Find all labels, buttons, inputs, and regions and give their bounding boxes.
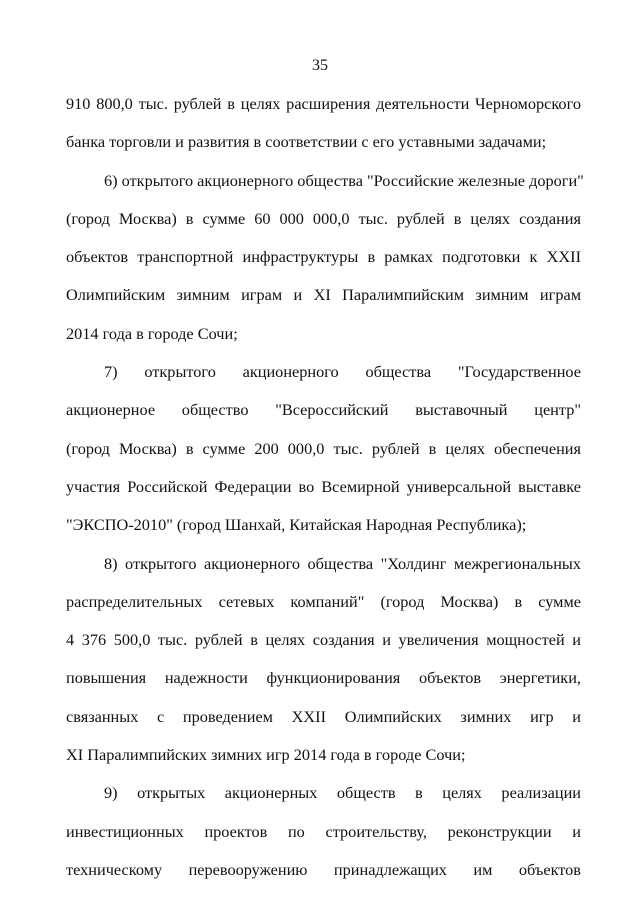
text-line: 8) открытого акционерного общества "Холдинг межрегиональных xyxy=(104,553,581,573)
text-line: (город Москва) в сумме 200 000,0 тыс. рублей в целях обеспечения xyxy=(66,438,581,458)
text-line: XI Паралимпийских зимних игр 2014 года в городе Сочи; xyxy=(66,745,466,765)
text-line: банка торговли и развития в соответствии с его уставными задачами; xyxy=(66,132,547,152)
text-line: инвестиционных проектов по строительству, реконструкции и xyxy=(66,821,581,841)
text-line: объектов транспортной инфраструктуры в рамках подготовки к XXII xyxy=(66,247,581,267)
text-line: 6) открытого акционерного общества "Российские железные дороги" xyxy=(104,170,584,190)
text-line: 2014 года в городе Сочи; xyxy=(66,323,238,343)
text-line: акционерное общество "Всероссийский выставочный центр" xyxy=(66,400,581,420)
text-line: Олимпийским зимним играм и XI Паралимпийским зимним играм xyxy=(66,285,581,305)
text-line: распределительных сетевых компаний" (город Москва) в сумме xyxy=(66,591,581,611)
text-line: участия Российской Федерации во Всемирной универсальной выставке xyxy=(66,476,581,496)
text-line: 910 800,0 тыс. рублей в целях расширения деятельности Черноморского xyxy=(66,94,581,113)
text-line: 9) открытых акционерных обществ в целях реализации xyxy=(104,783,581,803)
text-line: "ЭКСПО-2010" (город Шанхай, Китайская Народная Республика); xyxy=(66,515,527,535)
page-number: 35 xyxy=(312,57,328,74)
text-line: 4 376 500,0 тыс. рублей в целях создания и увеличения мощностей и xyxy=(66,630,581,650)
document-body xyxy=(66,92,584,896)
text-line: техническому перевооружению принадлежащих им объектов xyxy=(66,859,581,879)
text-line: повышения надежности функционирования объектов энергетики, xyxy=(66,668,581,688)
text-line: 7) открытого акционерного общества "Государственное xyxy=(104,362,581,382)
text-line: (город Москва) в сумме 60 000 000,0 тыс. рублей в целях создания xyxy=(66,208,581,228)
text-line: связанных с проведением XXII Олимпийских зимних игр и xyxy=(66,706,581,726)
